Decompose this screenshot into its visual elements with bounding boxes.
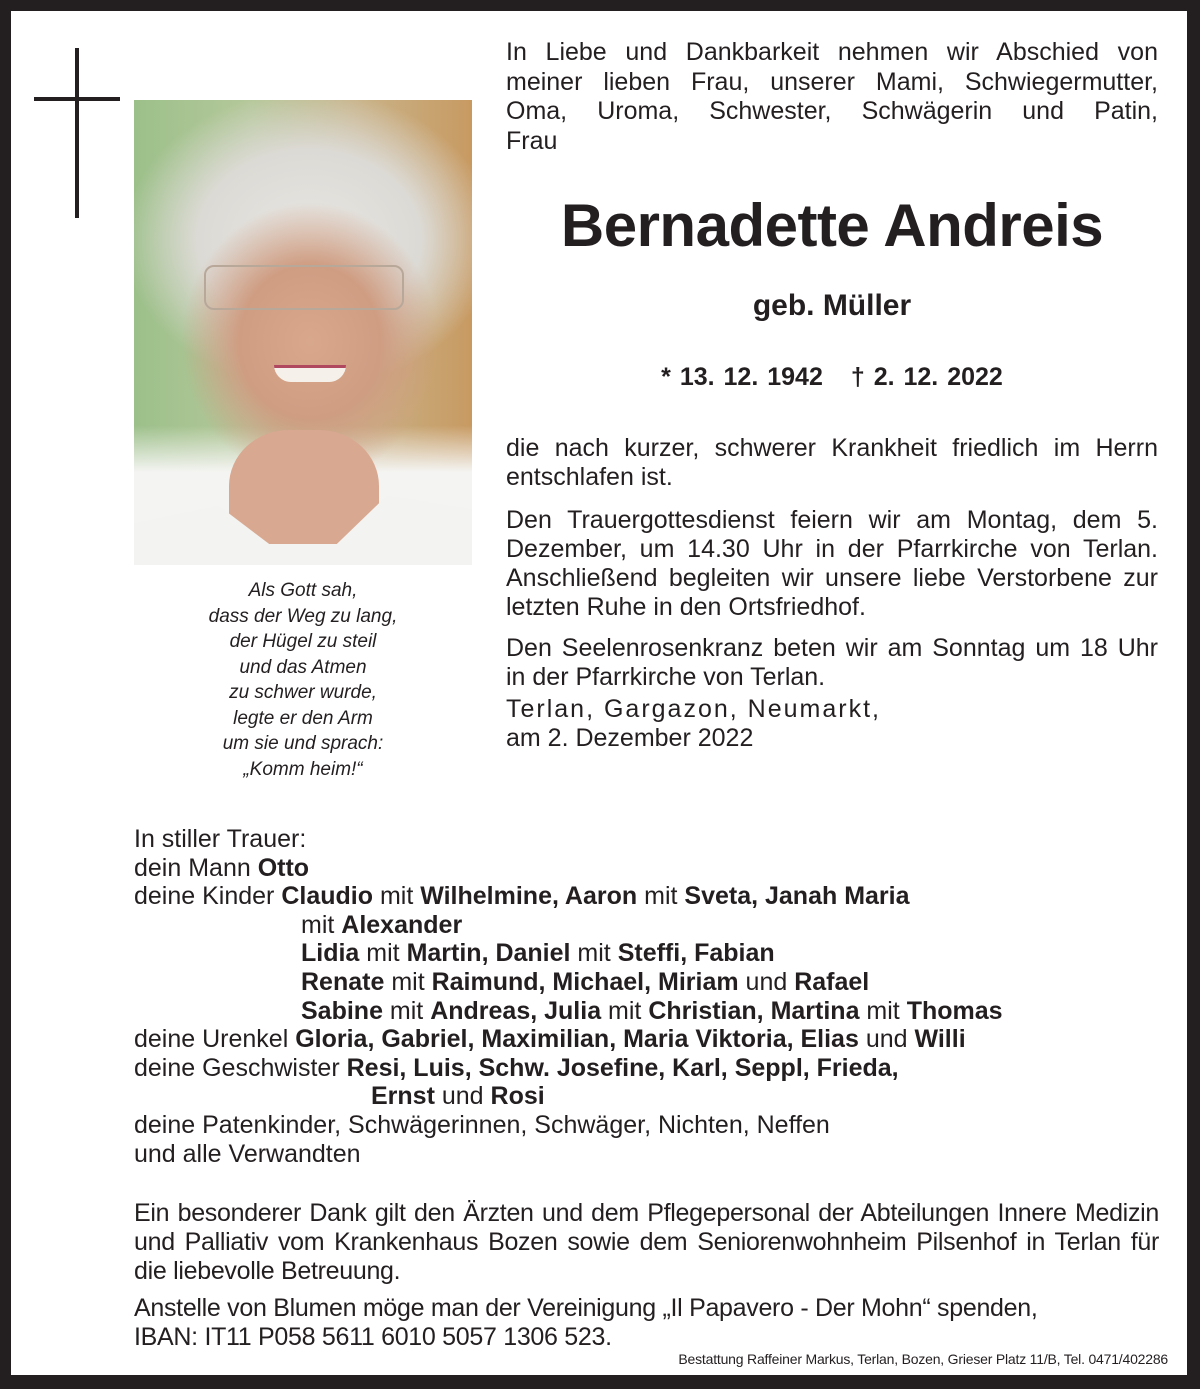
mourner-siblings-line (134, 1082, 1184, 1111)
mourner-children (134, 882, 1184, 911)
connector-text: und (858, 1025, 915, 1054)
mourners-heading: In stiller Trauer: (134, 825, 307, 853)
death-date: † 2. 12. 2022 (850, 363, 1003, 391)
mourner-name: Gloria, Gabriel, Maximilian, Maria Viktoria, Elias (295, 1025, 859, 1054)
mourner-name: Rafael (794, 967, 870, 996)
mourner-name: Claudio (281, 882, 374, 911)
mourner-name: Andreas, Julia (430, 996, 602, 1025)
mourner-name: Sabine (301, 996, 383, 1025)
mourner-name: Steffi, Fabian (617, 939, 775, 968)
mourner-children-line (134, 939, 1184, 968)
thanks-paragraph: Ein besonderer Dank gilt den Ärzten und dem Pflegepersonal der Abteilungen Innere Medizin und Palliativ vom Krankenhaus Bozen sowie dem Seniorenwohnheim Pilsenhof in Terlan für die liebevolle Betreuung. (134, 1199, 1159, 1285)
mourner-name: Thomas (906, 996, 1003, 1025)
cross-vertical-bar (75, 48, 79, 218)
intro-line: Frau (506, 126, 558, 155)
intro-line: In Liebe und Dankbarkeit nehmen wir Abschied von (506, 38, 1158, 66)
birth-date: * 13. 12. 1942 (661, 363, 823, 391)
intro-text (506, 38, 1158, 156)
relation-label: dein Mann (134, 853, 251, 882)
death-paragraph: die nach kurzer, schwerer Krankheit friedlich im Herrn entschlafen ist. (506, 434, 1158, 491)
mourner-husband (134, 854, 1184, 883)
mourner-name: Resi, Luis, Schw. Josefine, Karl, Seppl, Frieda, (346, 1053, 899, 1082)
cross-horizontal-bar (34, 97, 120, 101)
mourner-name: Otto (257, 853, 310, 882)
intro-line: meiner lieben Frau, unserer Mami, Schwiegermutter, (506, 67, 1158, 96)
donation-iban: IBAN: IT11 P058 5611 6010 5057 1306 523. (134, 1323, 612, 1351)
connector-text: mit (384, 967, 432, 996)
connector-text: mit (382, 996, 431, 1025)
mourner-children-line (134, 911, 1184, 940)
connector-text: mit (637, 882, 685, 911)
relation-label: deine Geschwister (134, 1053, 340, 1082)
connector-text: mit (359, 939, 407, 968)
poem-line: der Hügel zu steil (229, 631, 377, 652)
rosary-paragraph: Den Seelenrosenkranz beten wir am Sonntag um 18 Uhr in der Pfarrkirche von Terlan. (506, 634, 1158, 691)
poem-line: zu schwer wurde, (229, 682, 377, 703)
deceased-name: Bernadette Andreis (560, 192, 1104, 259)
rich-line (347, 1054, 899, 1082)
poem-line: legte er den Arm (233, 707, 373, 729)
funeral-home-footer: Bestattung Raffeiner Markus, Terlan, Bozen, Grieser Platz 11/B, Tel. 0471/402286 (678, 1351, 1168, 1367)
connector-text: und (434, 1082, 491, 1111)
portrait-photo (134, 100, 472, 565)
mourner-siblings (134, 1054, 1184, 1083)
mourner-name: Rosi (490, 1082, 545, 1111)
mourner-name: Alexander (341, 910, 463, 939)
poem-line: dass der Weg zu lang, (208, 605, 398, 627)
place-line: Terlan, Gargazon, Neumarkt, (506, 695, 881, 723)
mourner-name: Raimund, Michael, Miriam (431, 967, 739, 996)
mourner-name: Wilhelmine, Aaron (420, 882, 638, 911)
mourner-name: Martin, Daniel (406, 939, 571, 968)
connector-text: mit (301, 910, 342, 939)
mourner-children-line (134, 997, 1184, 1026)
mourner-relatives: und alle Verwandten (134, 1139, 361, 1168)
photo-glasses-shape (204, 265, 404, 310)
connector-text: mit (570, 939, 618, 968)
mourner-name: Ernst (371, 1082, 435, 1111)
memorial-poem (134, 578, 472, 782)
donation-text: Anstelle von Blumen möge man der Vereinigung „Il Papavero - Der Mohn“ spenden, (134, 1294, 1038, 1322)
poem-line: um sie und sprach: (222, 733, 384, 754)
mourner-name: Lidia (301, 939, 360, 968)
intro-line: Oma, Uroma, Schwester, Schwägerin und Patin, (506, 97, 1158, 125)
mourner-name: Renate (301, 967, 385, 996)
mourner-others: deine Patenkinder, Schwägerinnen, Schwäger, Nichten, Neffen (134, 1110, 830, 1139)
funeral-paragraph: Den Trauergottesdienst feiern wir am Montag, dem 5. Dezember, um 14.30 Uhr in der Pfarrkirche von Terlan. Anschließend begleiten wir unsere liebe Verstorbene zur letzten Ruhe in den Ortsfriedhof. (506, 506, 1158, 621)
connector-text: mit (859, 996, 907, 1025)
relation-label: deine Urenkel (134, 1025, 289, 1054)
photo-smile-shape (274, 365, 346, 382)
donation-paragraph (134, 1294, 1159, 1352)
obituary-notice (11, 11, 1187, 1375)
connector-text: und (738, 967, 795, 996)
date-line: am 2. Dezember 2022 (506, 724, 754, 752)
mourner-great-grandchildren (134, 1025, 1184, 1054)
mourner-name: Sveta, Janah Maria (684, 882, 910, 911)
poem-line: Als Gott sah, (248, 580, 358, 601)
place-and-date (506, 695, 1158, 753)
poem-line: und das Atmen (239, 656, 367, 678)
life-dates (506, 363, 1158, 392)
maiden-name: geb. Müller (752, 289, 912, 322)
connector-text: mit (601, 996, 649, 1025)
poem-line: „Komm heim!“ (243, 758, 363, 780)
rich-line (295, 1025, 965, 1053)
mourner-name: Willi (914, 1025, 966, 1054)
connector-text: mit (373, 882, 421, 911)
mourners-list (134, 825, 1184, 1168)
relation-label: deine Kinder (134, 882, 275, 911)
mourner-children-line (134, 968, 1184, 997)
rich-line (281, 882, 909, 910)
mourner-name: Christian, Martina (648, 996, 860, 1025)
